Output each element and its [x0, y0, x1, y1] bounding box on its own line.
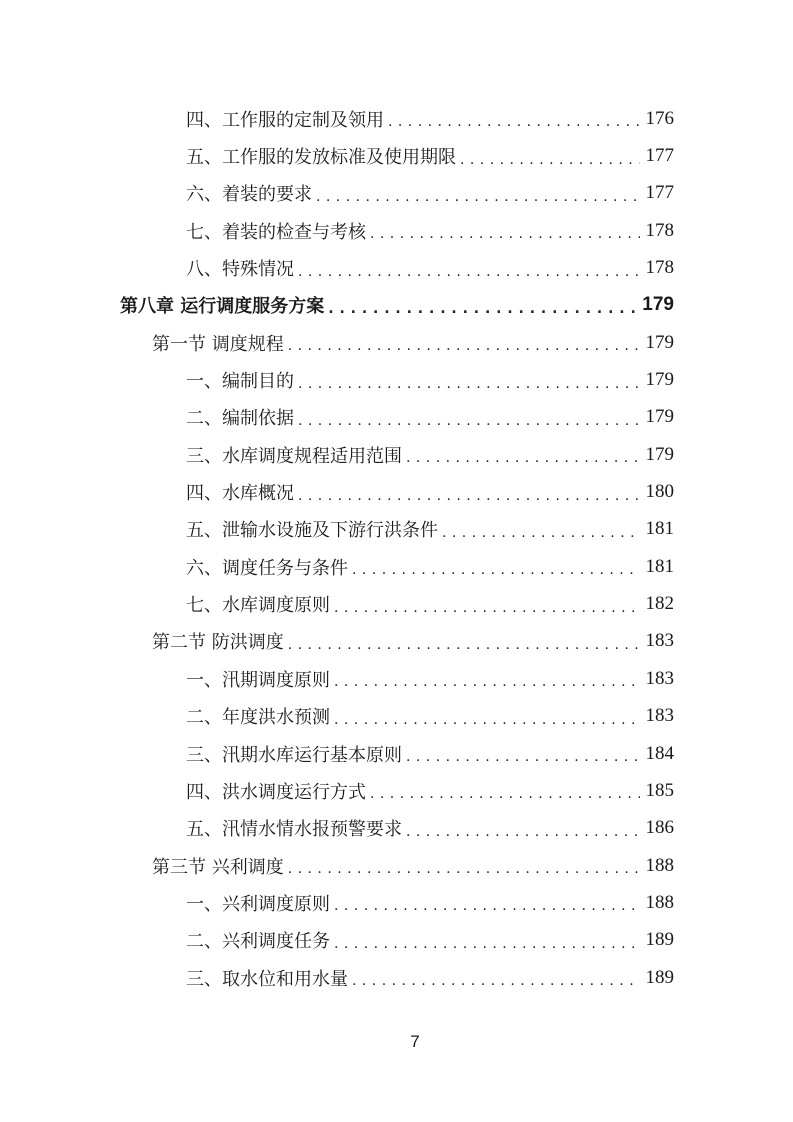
toc-entry-page: 183	[645, 630, 674, 652]
dot-leader	[388, 100, 640, 137]
toc-item-entry[interactable]	[0, 249, 793, 286]
toc-entry-page: 188	[645, 891, 674, 913]
toc-section-entry[interactable]	[0, 623, 793, 660]
toc-item-entry[interactable]	[0, 884, 793, 921]
toc-item-entry[interactable]	[0, 137, 793, 174]
page-number: 7	[410, 1032, 420, 1051]
table-of-contents	[0, 100, 793, 996]
toc-entry-title: 七、水库调度原则	[186, 595, 330, 617]
toc-entry-page: 181	[645, 518, 674, 540]
toc-item-entry[interactable]	[0, 212, 793, 249]
toc-entry-title: 五、工作服的发放标准及使用期限	[186, 147, 456, 169]
dot-leader	[298, 474, 640, 511]
toc-entry-page: 179	[642, 294, 674, 316]
toc-entry-title: 一、编制目的	[186, 371, 294, 393]
toc-entry-page: 186	[645, 817, 674, 839]
dot-leader	[288, 623, 640, 660]
dot-leader	[298, 362, 640, 399]
toc-entry-title: 四、水库概况	[186, 483, 294, 505]
toc-entry-page: 183	[645, 705, 674, 727]
toc-entry-title: 八、特殊情况	[186, 259, 294, 281]
toc-item-entry[interactable]	[0, 585, 793, 622]
toc-entry-title: 一、汛期调度原则	[186, 669, 330, 691]
dot-leader	[406, 436, 640, 473]
toc-entry-page: 189	[645, 929, 674, 951]
toc-entry-title: 六、调度任务与条件	[186, 557, 348, 579]
dot-leader	[442, 511, 640, 548]
dot-leader	[406, 735, 640, 772]
toc-entry-page: 179	[645, 443, 674, 465]
toc-section-entry[interactable]	[0, 847, 793, 884]
toc-entry-title: 七、着装的检查与考核	[186, 221, 366, 243]
dot-leader	[334, 586, 640, 623]
toc-entry-title: 二、编制依据	[186, 408, 294, 430]
toc-item-entry[interactable]	[0, 959, 793, 996]
dot-leader	[288, 847, 640, 884]
dot-leader	[334, 660, 640, 697]
toc-entry-page: 183	[645, 667, 674, 689]
toc-item-entry[interactable]	[0, 922, 793, 959]
toc-item-entry[interactable]	[0, 511, 793, 548]
toc-entry-page: 178	[645, 219, 674, 241]
toc-entry-page: 181	[645, 555, 674, 577]
toc-entry-page: 188	[645, 854, 674, 876]
toc-entry-page: 179	[645, 331, 674, 353]
toc-entry-title: 三、汛期水库运行基本原则	[186, 744, 402, 766]
dot-leader	[328, 287, 636, 324]
toc-entry-title: 五、泄输水设施及下游行洪条件	[186, 520, 438, 542]
toc-item-entry[interactable]	[0, 548, 793, 585]
toc-entry-title: 第八章 运行调度服务方案	[120, 296, 325, 318]
dot-leader	[288, 324, 640, 361]
dot-leader	[352, 959, 640, 996]
dot-leader	[298, 250, 640, 287]
toc-item-entry[interactable]	[0, 735, 793, 772]
toc-entry-title: 六、着装的要求	[186, 184, 312, 206]
toc-entry-title: 三、水库调度规程适用范围	[186, 445, 402, 467]
dot-leader	[352, 548, 640, 585]
dot-leader	[334, 884, 640, 921]
toc-entry-title: 四、洪水调度运行方式	[186, 781, 366, 803]
toc-entry-title: 第二节 防洪调度	[152, 632, 284, 654]
toc-item-entry[interactable]	[0, 473, 793, 510]
toc-entry-page: 177	[645, 145, 674, 167]
dot-leader	[334, 698, 640, 735]
dot-leader	[298, 399, 640, 436]
toc-item-entry[interactable]	[0, 361, 793, 398]
toc-item-entry[interactable]	[0, 660, 793, 697]
toc-entry-page: 176	[645, 107, 674, 129]
toc-item-entry[interactable]	[0, 436, 793, 473]
toc-entry-page: 182	[645, 593, 674, 615]
toc-entry-title: 第三节 兴利调度	[152, 856, 284, 878]
toc-entry-page: 189	[645, 966, 674, 988]
toc-chapter-entry[interactable]	[0, 287, 793, 324]
toc-section-entry[interactable]	[0, 324, 793, 361]
toc-item-entry[interactable]	[0, 399, 793, 436]
toc-item-entry[interactable]	[0, 175, 793, 212]
dot-leader	[370, 212, 640, 249]
toc-item-entry[interactable]	[0, 698, 793, 735]
toc-entry-page: 179	[645, 369, 674, 391]
toc-entry-title: 五、汛情水情水报预警要求	[186, 819, 402, 841]
toc-entry-title: 二、兴利调度任务	[186, 931, 330, 953]
toc-entry-title: 一、兴利调度原则	[186, 893, 330, 915]
dot-leader	[370, 772, 640, 809]
toc-entry-title: 二、年度洪水预测	[186, 707, 330, 729]
dot-leader	[406, 810, 640, 847]
toc-item-entry[interactable]	[0, 100, 793, 137]
toc-entry-title: 三、取水位和用水量	[186, 968, 348, 990]
toc-entry-title: 第一节 调度规程	[152, 333, 284, 355]
dot-leader	[334, 922, 640, 959]
toc-entry-title: 四、工作服的定制及领用	[186, 109, 384, 131]
toc-entry-page: 180	[645, 481, 674, 503]
toc-item-entry[interactable]	[0, 810, 793, 847]
dot-leader	[316, 175, 640, 212]
toc-entry-page: 185	[645, 779, 674, 801]
toc-entry-page: 177	[645, 182, 674, 204]
dot-leader	[460, 138, 640, 175]
toc-entry-page: 184	[645, 742, 674, 764]
toc-entry-page: 179	[645, 406, 674, 428]
toc-entry-page: 178	[645, 257, 674, 279]
toc-item-entry[interactable]	[0, 772, 793, 809]
